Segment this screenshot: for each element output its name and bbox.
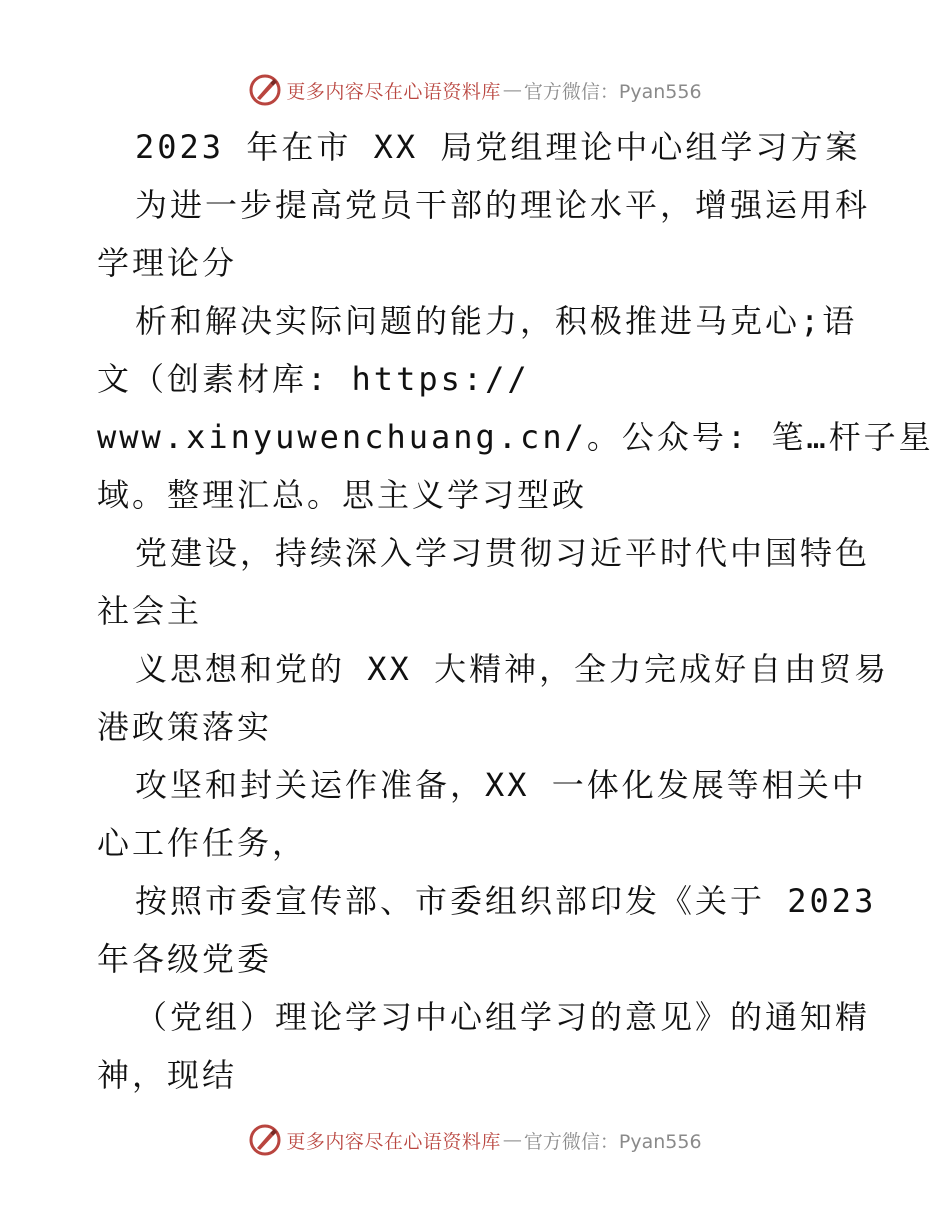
- text-line: （党组）理论学习中心组学习的意见》的通知精: [135, 998, 871, 1036]
- text-line: 港政策落实: [97, 708, 273, 746]
- text-line: 域。整理汇总。思主义学习型政: [97, 476, 588, 514]
- text-line: 文（创素材库: https://: [97, 360, 530, 398]
- watermark-separator: —: [502, 79, 522, 101]
- text-line: 2023 年在市 XX 局党组理论中心组学习方案: [135, 128, 861, 166]
- watermark-header: [0, 72, 950, 108]
- text-line: 党建设，持续深入学习贯彻习近平时代中国特色: [135, 534, 871, 572]
- text-line: 析和解决实际问题的能力，积极推进马克心;语: [135, 302, 858, 340]
- watermark-footer: [0, 1122, 950, 1158]
- watermark-contact: 官方微信：Pyan556: [523, 80, 702, 103]
- text-line: 为进一步提高党员干部的理论水平，增强运用科: [135, 186, 871, 224]
- text-line: 年各级党委: [97, 940, 273, 978]
- pen-circle-logo-icon: [248, 73, 282, 107]
- text-line: 心工作任务，: [97, 824, 308, 862]
- text-line: www.xinyuwenchuang.cn/。公众号: 笔…杆子星: [97, 418, 934, 456]
- pen-circle-logo-icon: [248, 1123, 282, 1157]
- text-line: 学理论分: [97, 244, 238, 282]
- text-line: 神，现结: [97, 1056, 238, 1094]
- text-line: 按照市委宣传部、市委组织部印发《关于 2023: [135, 882, 877, 920]
- watermark-separator: —: [502, 1129, 522, 1151]
- text-line: 攻坚和封关运作准备，XX 一体化发展等相关中: [135, 766, 867, 804]
- text-line: 社会主: [97, 592, 203, 630]
- watermark-contact: 官方微信：Pyan556: [523, 1130, 702, 1153]
- document-body: [97, 118, 934, 1104]
- text-line: 义思想和党的 XX 大精神，全力完成好自由贸易: [135, 650, 890, 688]
- watermark-brand: 更多内容尽在心语资料库: [286, 80, 501, 103]
- watermark-brand: 更多内容尽在心语资料库: [286, 1130, 501, 1153]
